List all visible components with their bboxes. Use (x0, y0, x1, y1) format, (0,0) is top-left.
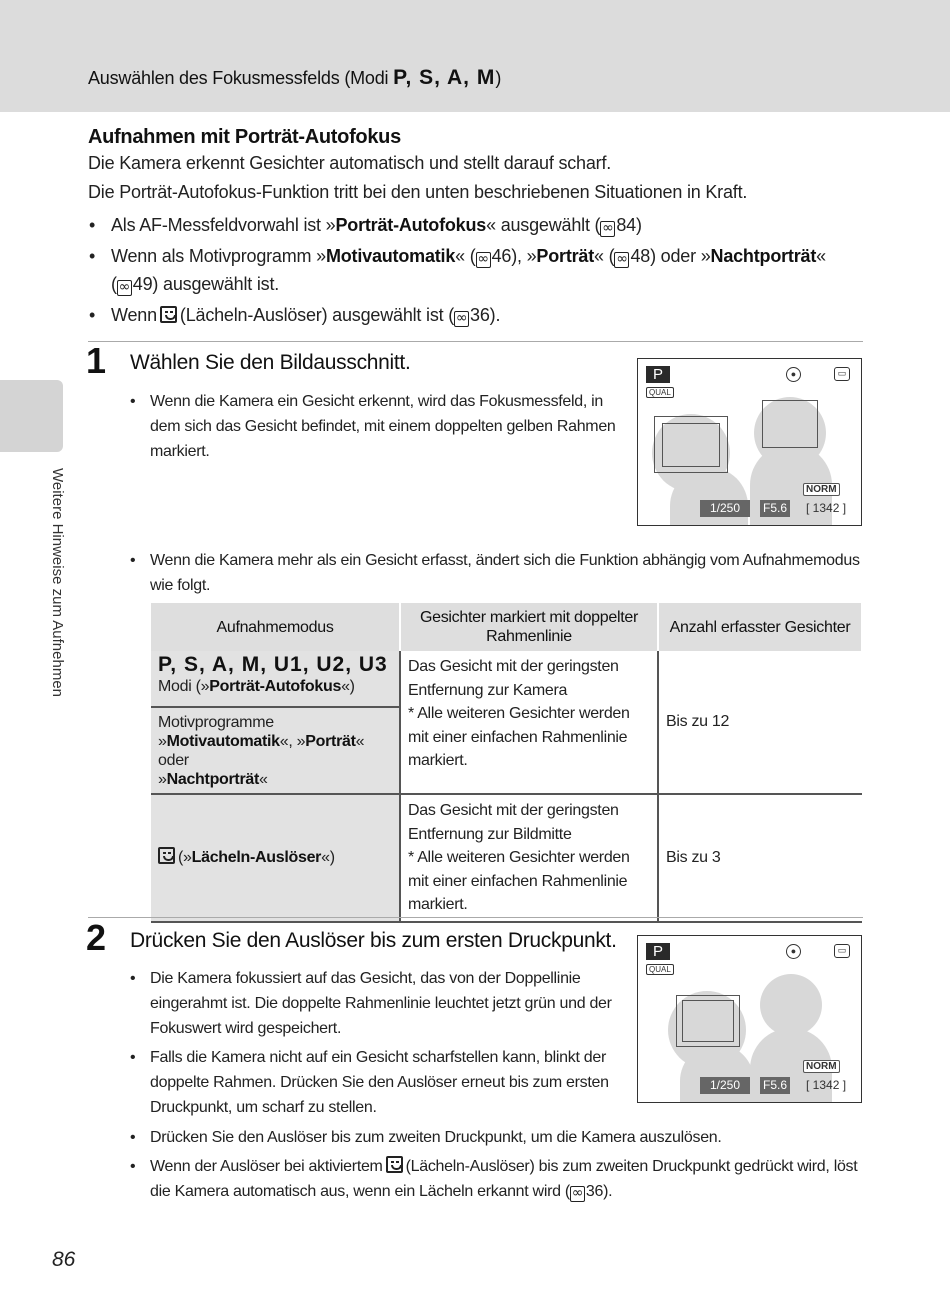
step1-bullet-2: • Wenn die Kamera mehr als ein Gesicht erfasst, ändert sich die Funktion abhängig vom Aufnahmemodus wie folgt. (130, 552, 860, 594)
shooting-mode-badge: P (646, 943, 670, 960)
divider (88, 341, 863, 342)
vr-icon: ● (786, 944, 801, 959)
vr-icon: ● (786, 367, 801, 382)
step2-bullet-3: • Drücken Sie den Auslöser bis zum zweiten Druckpunkt, um die Kamera auszulösen. (130, 1129, 722, 1146)
bullet-scene-modes: • Wenn als Motivprogramm »Motivautomatik« ( ∞ 46), »Porträt« ( ∞ 48) oder »Nachtporträt« ( ∞ 49) ausgewählt ist. (89, 246, 826, 295)
step2-bullet-4: • Wenn der Auslöser bei aktiviertem (Lächeln-Auslöser) bis zum zweiten Druckpunkt gedrückt wird, löst die Kamera automatisch aus, wenn ein Lächeln erkannt wird ( ∞ 36). (130, 1158, 858, 1201)
section-title: Aufnahmen mit Porträt-Autofokus (88, 126, 401, 148)
camera-screen-1 (637, 358, 862, 526)
focus-frame-inner (682, 1000, 734, 1042)
intro-line-2: Die Porträt-Autofokus-Funktion tritt bei den unten beschriebenen Situationen in Kraft. (88, 182, 748, 202)
side-tab (0, 380, 63, 452)
image-quality-indicator: NORM (803, 1060, 840, 1073)
table-row (151, 794, 862, 922)
smile-shutter-icon (386, 1156, 403, 1173)
header-band (0, 0, 950, 112)
smile-shutter-icon (158, 847, 175, 864)
book-icon: ∞ (477, 251, 489, 267)
table-cell: Das Gesicht mit der geringsten Entfernung zur Bildmitte * Alle weiteren Gesichter werden mit einer einfachen Rahmenlinie markiert. (400, 794, 658, 922)
divider (88, 917, 863, 918)
table-cell: (»Lächeln-Auslöser«) (151, 794, 400, 922)
book-icon: ∞ (571, 1185, 584, 1201)
table-cell: Motivprogramme »Motivautomatik«, »Porträt« oder »Nachtporträt« (151, 707, 400, 794)
remaining-exposures: [ 1342 ] (806, 501, 847, 515)
book-icon: ∞ (118, 279, 131, 295)
focus-frame-inner (662, 423, 720, 467)
subject-head-right (760, 974, 822, 1036)
face-detection-table (151, 603, 863, 923)
table-cell: Bis zu 3 (658, 794, 862, 922)
battery-icon: ▭ (834, 367, 850, 381)
step-title-2: Drücken Sie den Auslöser bis zum ersten Druckpunkt. (130, 929, 617, 952)
camera-screen-2 (637, 935, 862, 1103)
table-header: Anzahl erfasster Gesichter (658, 603, 862, 651)
aperture: F5.6 (760, 500, 790, 517)
step-number-1: 1 (86, 340, 107, 381)
mode-list: P, S, A, M, U1, U2, U3 (158, 653, 388, 676)
table-header: Gesichter markiert mit doppelter Rahmenlinie (400, 603, 658, 651)
battery-icon: ▭ (834, 944, 850, 958)
book-icon: ∞ (616, 251, 628, 267)
image-quality-indicator: NORM (803, 483, 840, 496)
focus-frame-single (762, 400, 818, 448)
step2-bullet-1: • Die Kamera fokussiert auf das Gesicht, das von der Doppellinie eingerahmt ist. Die doppelte Rahmenlinie leuchtet jetzt grün und der Fokuswert wird gespeichert. (130, 970, 612, 1037)
table-cell: Bis zu 12 (658, 651, 862, 794)
shutter-speed: 1/250 (700, 500, 750, 517)
book-icon: ∞ (455, 310, 468, 326)
qual-indicator: QUAL (646, 964, 674, 975)
step-title-1: Wählen Sie den Bildausschnitt. (130, 351, 411, 374)
smile-shutter-icon (160, 306, 177, 323)
table-header-row (151, 603, 862, 651)
header-title: Auswählen des Fokusmessfelds (Modi P, S, A, M) (88, 66, 502, 89)
table-cell: P, S, A, M, U1, U2, U3 Modi (»Porträt-Autofokus«) (151, 651, 400, 707)
step-number-2: 2 (86, 917, 107, 958)
bullet-smile-shutter: • Wenn (Lächeln-Auslöser) ausgewählt ist ( ∞ 36). (89, 305, 501, 326)
aperture: F5.6 (760, 1077, 790, 1094)
table-cell: Das Gesicht mit der geringsten Entfernung zur Kamera * Alle weiteren Gesichter werden mit einer einfachen Rahmenlinie markiert. (400, 651, 658, 794)
step1-bullet-1: • Wenn die Kamera ein Gesicht erkennt, wird das Fokusmessfeld, in dem sich das Gesicht befindet, mit einem doppelten gelben Rahmen markiert. (130, 393, 616, 460)
side-tab-label: Weitere Hinweise zum Aufnehmen (49, 468, 66, 697)
intro-line-1: Die Kamera erkennt Gesichter automatisch und stellt darauf scharf. (88, 153, 612, 173)
table-header: Aufnahmemodus (151, 603, 400, 651)
header-modes: P, S, A, M (393, 66, 496, 89)
remaining-exposures: [ 1342 ] (806, 1078, 847, 1092)
book-icon: ∞ (602, 220, 614, 236)
step2-bullet-2: • Falls die Kamera nicht auf ein Gesicht scharfstellen kann, blinkt der doppelte Rahmen. Drücken Sie den Auslöser erneut bis zum ersten Druckpunkt, um scharf zu stellen. (130, 1049, 609, 1116)
shooting-mode-badge: P (646, 366, 670, 383)
qual-indicator: QUAL (646, 387, 674, 398)
shutter-speed: 1/250 (700, 1077, 750, 1094)
table-row (151, 651, 862, 707)
page-number: 86 (52, 1248, 76, 1271)
bullet-af-selection: • Als AF-Messfeldvorwahl ist »Porträt-Autofokus« ausgewählt ( ∞ 84) (89, 215, 642, 236)
